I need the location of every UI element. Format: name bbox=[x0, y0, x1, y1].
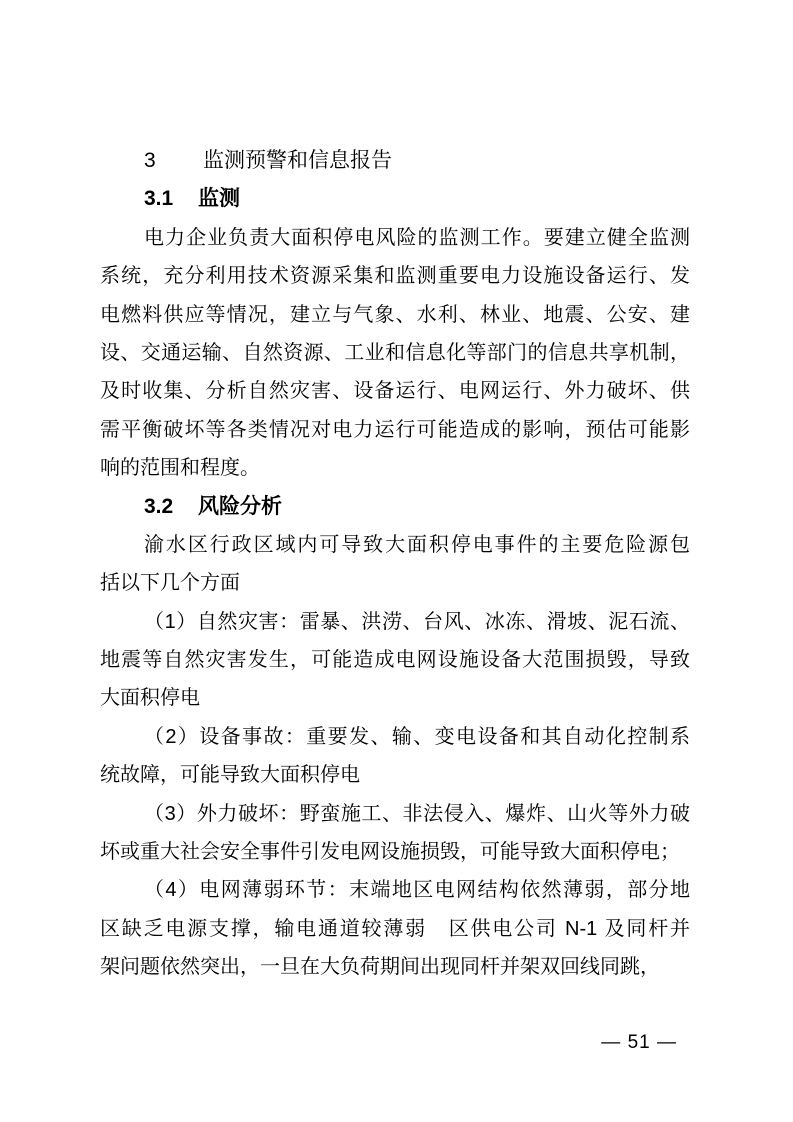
paragraph-line: （3）外力破坏：野蛮施工、非法侵入、爆炸、山火等外力破 bbox=[144, 802, 690, 825]
paragraph-line: 设、交通运输、自然资源、工业和信息化等部门的信息共享机制， bbox=[100, 341, 690, 364]
paragraph-line: 坏或重大社会安全事件引发电网设施损毁，可能导致大面积停电； bbox=[100, 841, 680, 864]
paragraph bbox=[100, 603, 690, 718]
section-heading bbox=[100, 180, 690, 218]
paragraph-line: （4）电网薄弱环节：末端地区电网结构依然薄弱，部分地 bbox=[144, 879, 690, 902]
heading-number: 3.1 bbox=[144, 187, 174, 211]
section-heading bbox=[100, 488, 690, 526]
paragraph-line: 括以下几个方面 bbox=[100, 572, 240, 595]
chapter-heading bbox=[100, 142, 690, 180]
paragraph bbox=[100, 871, 690, 986]
paragraph bbox=[100, 219, 690, 488]
page-number: — 51 — bbox=[601, 1032, 677, 1053]
paragraph-line: 及时收集、分析自然灾害、设备运行、电网运行、外力破坏、供 bbox=[100, 380, 690, 403]
paragraph-line: 统故障，可能导致大面积停电 bbox=[100, 764, 360, 787]
paragraph-line: 需平衡破坏等各类情况对电力运行可能造成的影响，预估可能影 bbox=[100, 418, 690, 441]
paragraph-line: 大面积停电 bbox=[100, 687, 200, 710]
paragraph-line: 区缺乏电源支撑，输电通道较薄弱 区供电公司 N-1 及同杆并 bbox=[100, 917, 690, 940]
heading-number: 3 bbox=[144, 149, 156, 172]
heading-title: 风险分析 bbox=[198, 494, 282, 518]
heading-title: 监测 bbox=[198, 187, 240, 211]
paragraph bbox=[100, 526, 690, 603]
document-body bbox=[100, 142, 690, 987]
paragraph-line: （2）设备事故：重要发、输、变电设备和其自动化控制系 bbox=[144, 725, 690, 748]
paragraph-line: 地震等自然灾害发生，可能造成电网设施设备大范围损毁，导致 bbox=[100, 649, 690, 672]
paragraph-line: 响的范围和程度。 bbox=[100, 457, 260, 480]
paragraph-line: （1）自然灾害：雷暴、洪涝、台风、冰冻、滑坡、泥石流、 bbox=[144, 610, 690, 633]
paragraph-line: 架问题依然突出，一旦在大负荷期间出现同杆并架双回线同跳， bbox=[100, 956, 660, 979]
paragraph-line: 电力企业负责大面积停电风险的监测工作。要建立健全监测 bbox=[144, 226, 690, 249]
paragraph-line: 渝水区行政区域内可导致大面积停电事件的主要危险源包 bbox=[144, 533, 690, 556]
heading-number: 3.2 bbox=[144, 494, 174, 518]
paragraph-line: 电燃料供应等情况，建立与气象、水利、林业、地震、公安、建 bbox=[100, 303, 690, 326]
paragraph bbox=[100, 795, 690, 872]
heading-title: 监测预警和信息报告 bbox=[203, 149, 392, 172]
paragraph bbox=[100, 718, 690, 795]
paragraph-line: 系统，充分利用技术资源采集和监测重要电力设施设备运行、发 bbox=[100, 265, 690, 288]
